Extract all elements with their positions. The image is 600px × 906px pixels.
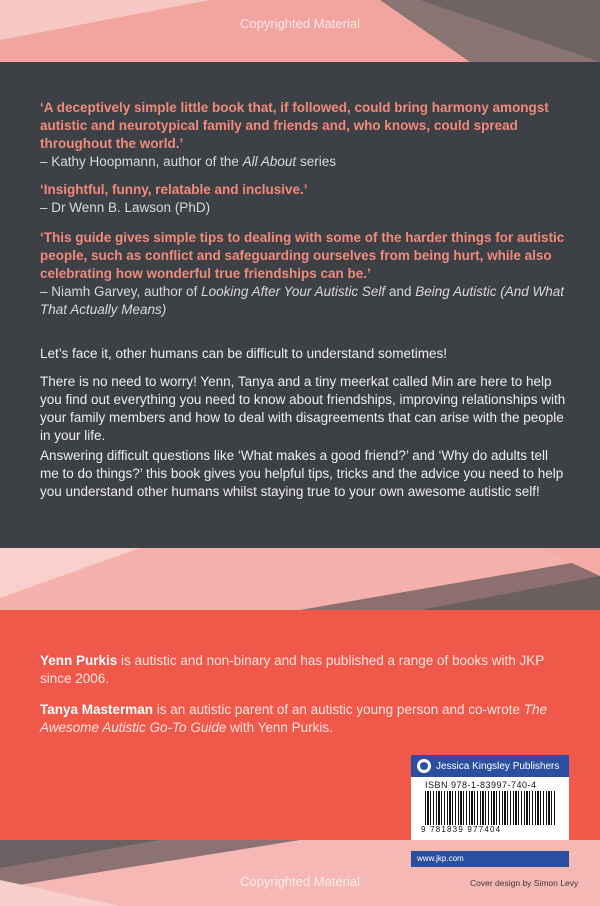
publisher-name: Jessica Kingsley Publishers bbox=[436, 760, 560, 772]
bottom-decorative-band bbox=[0, 840, 600, 906]
blurb-paragraph-3: Answering difficult questions like ‘What makes a good friend?’ and ‘Why do adults tell me to do things?’ this book gives you helpful tips, tricks and the advice you need to help you understand other humans whilst staying true to your own awesome autistic self! bbox=[40, 448, 564, 499]
review-quote-1-text: ‘A deceptively simple little book that, if followed, could bring harmony amongst autistic and neurotypical family and friends and, who knows, could spread throughout the world.’ bbox=[40, 100, 549, 151]
top-band-shapes bbox=[0, 0, 600, 62]
cover-design-credit: Cover design by Simon Levy bbox=[470, 878, 579, 888]
mid-left-triangle bbox=[0, 548, 140, 598]
publisher-header bbox=[411, 755, 569, 777]
middle-decorative-band bbox=[0, 548, 600, 610]
review-quote-2-text: ‘Insightful, funny, relatable and inclusive.’ bbox=[40, 182, 308, 197]
isbn-text: ISBN 978-1-83997-740-4 bbox=[425, 780, 537, 790]
author-bio-tanya bbox=[40, 701, 560, 737]
author-bio-yenn bbox=[40, 652, 560, 688]
author-bio-suffix: with Yenn Purkis. bbox=[226, 720, 333, 735]
publisher-logo-icon bbox=[417, 759, 431, 773]
attr-prefix: – Niamh Garvey, author of bbox=[40, 284, 202, 299]
watermark-bottom: Copyrighted Material bbox=[240, 874, 360, 889]
bottom-band-shapes bbox=[0, 840, 600, 906]
attr-suffix: series bbox=[296, 154, 336, 169]
author-name: Tanya Masterman bbox=[40, 702, 154, 717]
review-quote-3-attribution bbox=[40, 283, 580, 319]
publisher-url: www.jkp.com bbox=[411, 851, 569, 867]
author-bio-book-title: The Awesome Autistic Go-To Guide bbox=[40, 702, 548, 735]
watermark-top: Copyrighted Material bbox=[240, 16, 360, 31]
review-quote-1 bbox=[40, 99, 580, 171]
review-quote-2 bbox=[40, 181, 580, 217]
attr-prefix: – Kathy Hoopmann, author of the bbox=[40, 154, 243, 169]
barcode-number: 9 781839 977404 bbox=[421, 825, 502, 834]
attr-mid: and bbox=[385, 284, 416, 299]
author-name: Yenn Purkis bbox=[40, 653, 118, 668]
isbn-barcode-box bbox=[411, 755, 569, 840]
top-decorative-band bbox=[0, 0, 600, 62]
attr-italic: All About bbox=[242, 154, 297, 169]
barcode-icon bbox=[425, 791, 555, 825]
blurb-paragraph-1: Let’s face it, other humans can be difficult to understand sometimes! bbox=[40, 346, 447, 361]
review-quote-3-text: ‘This guide gives simple tips to dealing with some of the harder things for autistic people, such as conflict and safeguarding ourselves from being hurt, while also celebrating how wonderful true friendships can be.’ bbox=[40, 230, 565, 281]
blurb-paragraph-2: There is no need to worry! Yenn, Tanya and a tiny meerkat called Min are here to help you find out everything you need to know about friendships, improving relationships with your family members and how to deal with disagreements that can arise with the people in your life. bbox=[40, 374, 566, 443]
review-quote-1-attribution bbox=[40, 153, 580, 171]
middle-band-shapes bbox=[0, 548, 600, 610]
author-bio-text: is an autistic parent of an autistic young person and co-wrote bbox=[153, 702, 524, 717]
attr-italic-2: Being Autistic (And What That Actually Means) bbox=[40, 284, 565, 317]
review-quote-2-attribution: – Dr Wenn B. Lawson (PhD) bbox=[40, 200, 211, 215]
review-quote-3 bbox=[40, 229, 580, 319]
attr-italic: Looking After Your Autistic Self bbox=[201, 284, 386, 299]
author-bio-text: is autistic and non-binary and has published a range of books with JKP since 2006. bbox=[40, 653, 545, 686]
